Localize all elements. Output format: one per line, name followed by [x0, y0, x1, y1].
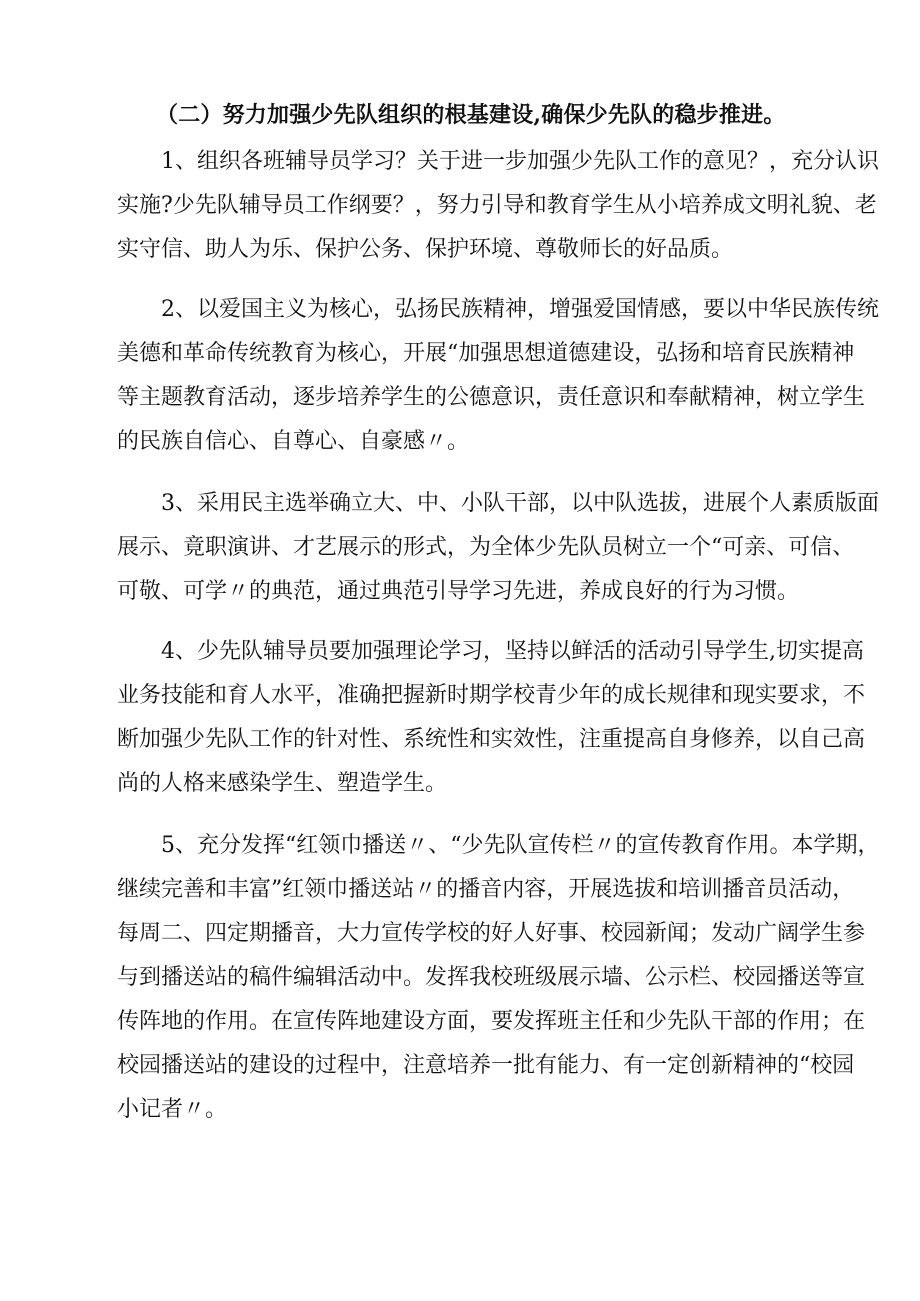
paragraph-line: 2、以爱国主义为核心，弘扬民族精神，增强爱国情感，要以中华民族传统 — [161, 297, 879, 322]
paragraph-line: 可敬、可学〃的典范，通过典范引导学习先进，养成良好的行为习惯。 — [117, 579, 800, 604]
paragraph-line: 3、采用民主选举确立大、中、小队干部，以中队选拔，进展个人素质版面 — [161, 491, 879, 516]
paragraph-line: 实施?少先队辅导员工作纲要？，努力引导和教育学生从小培养成文明礼貌、老 — [117, 193, 877, 218]
paragraph-line: 实守信、助人为乐、保护公务、保护环境、尊敬师长的好品质。 — [117, 237, 734, 262]
paragraph-4 — [117, 630, 866, 806]
paragraph-line: 美德和革命传统教育为核心，开展“加强思想道德建设，弘扬和培育民族精神 — [117, 341, 855, 366]
paragraph-3 — [117, 482, 879, 614]
paragraph-2 — [117, 288, 879, 464]
paragraph-line: 业务技能和育人水平，准确把握新时期学校青少年的成长规律和现实要求，不 — [117, 683, 866, 708]
paragraph-line: 小记者〃。 — [117, 1097, 228, 1122]
paragraph-line: 每周二、四定期播音，大力宣传学校的好人好事、校园新闻；发动广阔学生参 — [117, 921, 866, 946]
paragraph-line: 的民族自信心、自尊心、自豪感〃。 — [117, 429, 470, 454]
paragraph-line: 展示、竟职演讲、才艺展示的形式，为全体少先队员树立一个“可亲、可信、 — [117, 535, 855, 560]
paragraph-1 — [117, 140, 879, 272]
paragraph-line: 尚的人格来感染学生、塑造学生。 — [117, 771, 448, 796]
paragraph-line: 与到播送站的稿件编辑活动中。发挥我校班级展示墙、公示栏、校园播送等宣 — [117, 965, 866, 990]
paragraph-line: 断加强少先队工作的针对性、系统性和实效性，注重提高自身修养，以自己高 — [117, 727, 866, 752]
paragraph-5 — [117, 824, 880, 1132]
paragraph-line: 传阵地的作用。在宣传阵地建设方面，要发挥班主任和少先队干部的作用；在 — [117, 1009, 866, 1034]
section-heading: （二）努力加强少先队组织的根基建设,确保少先队的稳步推进。 — [156, 102, 786, 128]
paragraph-line: 4、少先队辅导员要加强理论学习，坚持以鲜活的活动引导学生,切实提高 — [161, 639, 864, 664]
paragraph-line: 继续完善和丰富”红领巾播送站〃的播音内容，开展选拔和培训播音员活动， — [117, 877, 855, 902]
paragraph-line: 1、组织各班辅导员学习？关于进一步加强少先队工作的意见？，充分认识 — [161, 149, 879, 174]
paragraph-line: 5、充分发挥“红领巾播送〃、“少先队宣传栏〃的宣传教育作用。本学期， — [161, 833, 880, 858]
paragraph-line: 等主题教育活动，逐步培养学生的公德意识，责任意识和奉献精神，树立学生 — [117, 385, 866, 410]
paragraph-line: 校园播送站的建设的过程中，注意培养一批有能力、有一定创新精神的“校园 — [117, 1053, 855, 1078]
